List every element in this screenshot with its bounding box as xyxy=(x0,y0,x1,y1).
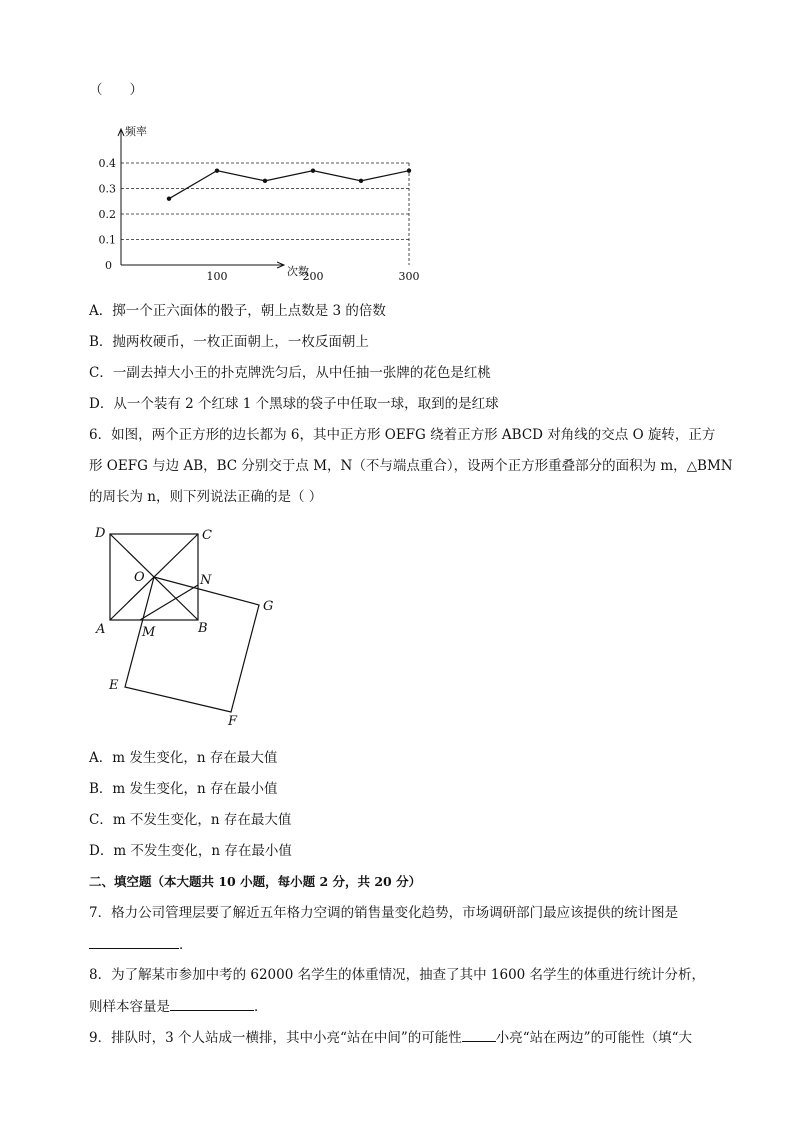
q7-period: ． xyxy=(179,937,193,953)
x-axis-label: 次数 xyxy=(287,265,309,278)
q6-option-d: D．m 不发生变化，n 存在最小值 xyxy=(89,843,292,859)
label-g: G xyxy=(263,599,274,614)
q5-option-d: D．从一个装有 2 个红球 1 个黑球的袋子中任取一球，取到的是红球 xyxy=(89,396,499,412)
q6-option-c: C．m 不发生变化，n 存在最大值 xyxy=(89,812,292,828)
q9-stem xyxy=(89,1027,692,1048)
q6-option-a: A．m 发生变化，n 存在最大值 xyxy=(89,750,278,766)
y-axis-label: 频率 xyxy=(125,125,147,138)
segment-mn xyxy=(140,585,198,620)
q7-answer-line xyxy=(89,934,193,955)
data-point-5 xyxy=(359,179,363,183)
q7-blank[interactable] xyxy=(89,934,179,949)
data-point-1 xyxy=(167,197,171,201)
q6-stem-line-3: 的周长为 n，则下列说法正确的是（ ） xyxy=(89,489,323,505)
q8-period: ． xyxy=(254,999,268,1015)
q8-blank[interactable] xyxy=(170,996,254,1011)
q5-option-c: C．一副去掉大小王的扑克牌洗匀后，从中任抽一张牌的花色是红桃 xyxy=(89,365,491,381)
q8-stem: 8．为了解某市参加中考的 62000 名学生的体重情况，抽查了其中 1600 名学生的体重进行统计分析， xyxy=(89,967,706,983)
x-tick-label-2: 200 xyxy=(302,270,324,283)
label-c: C xyxy=(202,528,212,543)
y-tick-label-4: 0.1 xyxy=(98,233,116,247)
square-oefg xyxy=(125,577,259,712)
label-m: M xyxy=(142,625,156,640)
label-a: A xyxy=(96,622,106,637)
q9-blank[interactable] xyxy=(462,1027,496,1042)
label-n: N xyxy=(200,573,212,588)
label-o: O xyxy=(134,570,145,585)
frequency-chart xyxy=(88,122,420,283)
q5-option-a: A．掷一个正六面体的骰子，朝上点数是 3 的倍数 xyxy=(89,303,386,319)
q5-answer-bracket: （ ） xyxy=(89,82,143,98)
q8-answer-line xyxy=(89,996,268,1017)
data-point-3 xyxy=(263,179,267,183)
x-tick-label-3: 300 xyxy=(398,270,420,283)
q7-stem: 7．格力公司管理层要了解近五年格力空调的销售量变化趋势，市场调研部门最应该提供的统计图是 xyxy=(89,905,679,921)
origin-label: 0 xyxy=(105,259,112,272)
label-e: E xyxy=(109,678,119,693)
q6-option-b: B．m 发生变化，n 存在最小值 xyxy=(89,781,278,797)
y-tick-label-3: 0.2 xyxy=(98,208,116,221)
square-rotation-figure xyxy=(88,518,308,733)
y-tick-label-2: 0.3 xyxy=(98,182,116,196)
q6-stem-line-2: 形 OEFG 与边 AB，BC 分别交于点 M，N（不与端点重合），设两个正方形重叠部分的面积为 m，△BMN xyxy=(89,458,733,474)
q9-prefix: 9．排队时，3 个人站成一横排，其中小亮“站在中间”的可能性 xyxy=(89,1030,462,1046)
label-f: F xyxy=(228,714,238,729)
q8-prefix: 则样本容量是 xyxy=(89,999,170,1015)
data-point-6 xyxy=(407,168,411,172)
data-point-2 xyxy=(215,168,219,172)
section-2-heading: 二、填空题（本大题共 10 小题，每小题 2 分，共 20 分） xyxy=(89,874,422,889)
label-b: B xyxy=(198,621,208,636)
data-point-4 xyxy=(311,168,315,172)
q9-suffix: 小亮“站在两边”的可能性（填“大 xyxy=(495,1030,692,1046)
x-tick-label-1: 100 xyxy=(206,270,228,283)
q6-stem-line-1: 6．如图，两个正方形的边长都为 6，其中正方形 OEFG 绕着正方形 ABCD 对角线的交点 O 旋转，正方 xyxy=(89,427,716,443)
frequency-line xyxy=(169,171,409,199)
label-d: D xyxy=(95,526,106,541)
q5-option-b: B．抛两枚硬币，一枚正面朝上，一枚反面朝上 xyxy=(89,334,369,350)
y-tick-label-1: 0.4 xyxy=(98,157,116,170)
